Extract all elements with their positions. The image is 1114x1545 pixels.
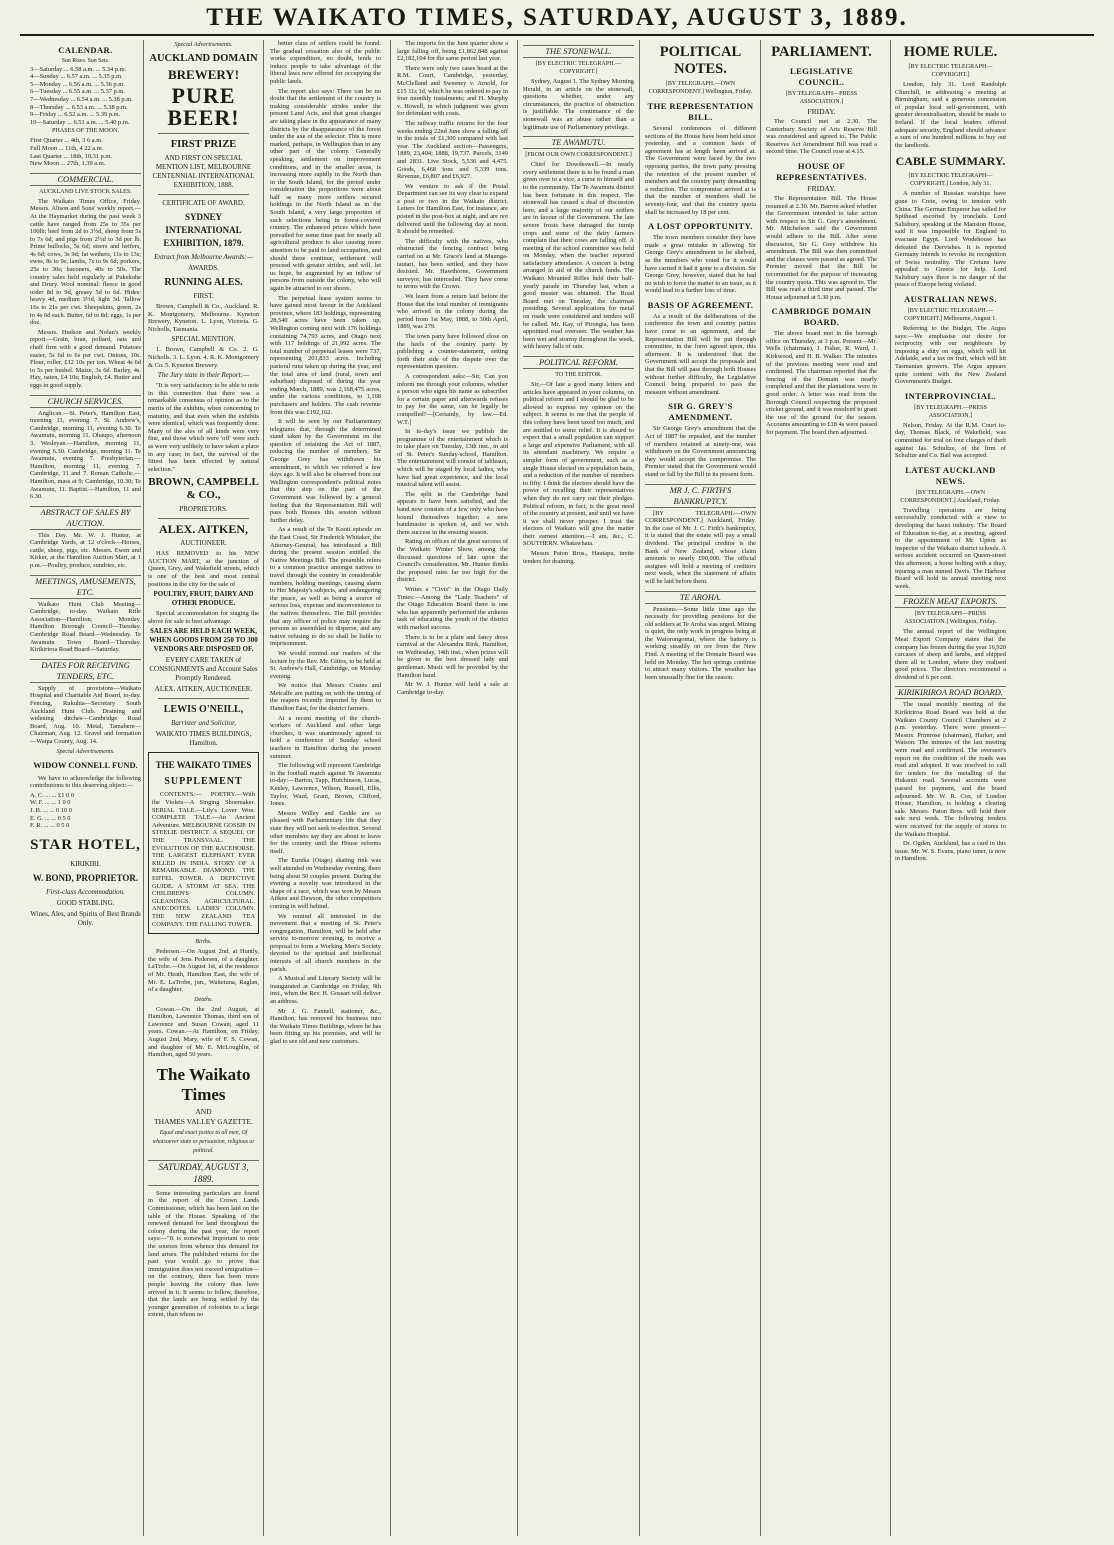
auckland-news-heading: LATEST AUCKLAND NEWS. bbox=[905, 464, 996, 486]
fund-row: F. R. ... ... 0 5 0 bbox=[30, 822, 70, 830]
day-heading: FRIDAY. bbox=[807, 183, 836, 193]
special-ads-heading: Special Advertisements. bbox=[56, 748, 115, 755]
cable-summary-subheading: [BY ELECTRIC TELEGRAPH—COPYRIGHT.] London, July 31. bbox=[908, 173, 993, 188]
interprovincial-text: Nelson, Friday. At the R.M. Court to-day, Thomas Black, of Wakefield, was committed for trial on four charges of theft against Jas. Schultze, of the firm of Schultze and Co. Bail was accepted. bbox=[895, 421, 1006, 460]
paton-notice: Messrs Paton Bros., Hautapu, invite tenders for draining. bbox=[523, 550, 634, 565]
political-notes-heading: POLITICAL NOTES. bbox=[659, 44, 742, 77]
te-awamutu-text: Chief for Dowdeswell.—In nearly every settlement there is to be found a man given over to a vice, a curse to himself and to the community. The Te Awamutu district has been fortunate in this respect. The stonewall has caused a deal of discussion here, and a large majority of our settlers are in favour of the Government. The late severe frosts have damaged the turnip crops and some of the dairy farmers complain that their cows are falling off. A meeting of the school committee was held on Monday, when the teacher reported satisfactory attendance. A concert is being arranged in aid of the church funds. The Waikato Mounted Rifles held their half-yearly parade on Thursday last, when a good muster was obtained. The Road Board met on Tuesday, the chairman presiding. Several applications for metal on roads were considered and tenders will be called. Mr. Kay, of Pirongia, has been appointed road overseer. The weather has been wet and stormy throughout the week, with heavy falls of rain. bbox=[523, 161, 634, 351]
pure-beer-title: PURE BEER! bbox=[167, 83, 240, 130]
widow-fund-text: We have to acknowledge the following contributions to this deserving object:— bbox=[30, 774, 141, 790]
political-reform-heading: POLITICAL REFORM. bbox=[523, 356, 634, 369]
parliament-heading: PARLIAMENT. bbox=[771, 44, 872, 60]
home-rule-heading: HOME RULE. bbox=[903, 44, 998, 60]
special-ads-heading: Special Advertisements. bbox=[174, 42, 233, 48]
auction-heading: ABSTRACT OF SALES BY AUCTION. bbox=[30, 506, 141, 530]
frozen-meat-subheading: [BY TELEGRAPH—PRESS ASSOCIATION.] Wellington, Friday. bbox=[904, 611, 997, 626]
column-divider bbox=[639, 40, 640, 1536]
calendar-row: 5—Monday ... 6.56 a.m. ... 5.36 p.m. bbox=[30, 80, 125, 88]
column-divider bbox=[760, 40, 761, 1536]
masthead-title: THE WAIKATO TIMES, SATURDAY, AUGUST 3, 1889. bbox=[206, 4, 908, 31]
column-6 bbox=[645, 40, 756, 1540]
divider bbox=[158, 518, 249, 519]
domain-brewery-line: AUCKLAND DOMAIN bbox=[149, 53, 258, 64]
calendar-row: 3—Saturday ... 6.58 a.m. ... 5.34 p.m. bbox=[30, 65, 127, 73]
frozen-meat-text: The annual report of the Wellington Meat Export Company states that the company has frozen during the year 16,920 carcases of sheep and lambs, and shipped them all to London, where they realised good prices. The directors recommend a dividend of 6 per cent. bbox=[895, 628, 1006, 681]
moon-row: First Quarter ... 4th, 3 6 a.m. bbox=[30, 137, 103, 145]
star-hotel-accommodation: First-class Accommodation. bbox=[46, 887, 125, 896]
jury-text: "It is very satisfactory to be able to note in this connection that there was a remarkable consensus of opinion as to the merits of the exhibits, when concerning to maturity, and that even when the exhibits were identical, which was frequently done. Many of the ales of all kinds were very fine, and those which were 'off' were such as were very unlikely to have taken a place in any case; in fact, the survival of the fittest has been effected by natural selection." bbox=[148, 382, 259, 473]
calendar-heading: CALENDAR. bbox=[58, 45, 113, 55]
aitken-text: HAS REMOVED to his NEW AUCTION MART, at the junction of Queen, Grey, and Wakefield streets, which is one of the best and most central positions in the city for the sale of bbox=[148, 550, 259, 588]
article-paragraph: At a recent meeting of the church-workers of Auckland and other large churches, it was unanimously agreed to hold a conference of Sunday school teachers in Hamilton during the present summer. bbox=[270, 714, 381, 760]
representation-bill-heading: THE REPRESENTATION BILL. bbox=[647, 101, 754, 122]
moon-row: Full Moon ... 11th, 4 22 a.m. bbox=[30, 144, 104, 152]
tenders-heading: DATES FOR RECEIVING TENDERS, ETC. bbox=[30, 659, 141, 683]
column-divider bbox=[263, 40, 264, 1536]
home-rule-subheading: [BY ELECTRIC TELEGRAPH—COPYRIGHT.] bbox=[908, 64, 993, 78]
sales-line: SALES ARE HELD EACH WEEK, WHEN GOODS FROM 250 TO 300 VENDORS ARE DISPOSED OF. bbox=[149, 627, 258, 654]
supplement-contents: CONTENTS:— POETRY.—With the Violets—A Singing Shoemaker. SERIAL TALE.—Lily's Lover Won. COMPLETE TALE.—An Ancient Adventure. MELBOURNE GOSSIP. IN STEELIE DISTRICT. A SEQUEL OF THE TRANSVAAL. THE EVOLUTION OF THE RACEHORSE. THE LARGEST ELEPHANT EVER KILLED IN INDIA. STORY OF A REMARKABLE DIAMOND. THE EIFFEL TOWER. A DEFECTIVE GUIDE. A STORM AT SEA. THE CHILDREN'S COLUMN. GLEANINGS. AGRICULTURAL. ANECDOTES. LADIES' COLUMN. THE NEW ZEALAND TEA COMPANY. THE FALLING TOWER. bbox=[152, 791, 255, 928]
aitken-name: ALEX. AITKEN, bbox=[158, 522, 249, 537]
notices-text: Dr. Ogden, Auckland, has a card in this issue. Mr. W. S. Evans, piano tuner, is now in Hamilton. bbox=[895, 840, 1006, 863]
oneill-role: Barrister and Solicitor, bbox=[171, 719, 236, 728]
auckland-news-subheading: [BY TELEGRAPH.—OWN CORRESPONDENT.] Auckland, Friday. bbox=[900, 489, 1001, 504]
poultry-line: POULTRY, FRUIT, DAIRY AND OTHER PRODUCE. bbox=[153, 590, 254, 608]
fund-row: A. C. ... ... £1 0 0 bbox=[30, 791, 75, 799]
award-melbourne: AND FIRST ON SPECIAL MENTION LIST, MELBOURNE CENTENNIAL INTERNATIONAL EXHIBITION, 1888. bbox=[152, 154, 255, 189]
care-line: EVERY CARE TAKEN of CONSIGNMENTS and Account Sales Promptly Rendered. bbox=[149, 656, 258, 683]
article-paragraph: The following will represent Cambridge in the football match against Te Awamutu to-day:—Barton, Tapp, Hutchinson, Lucas, Keeley, Lawrence, Wilson, Russell, Ellis, Taylor, Ward, Grant, Brown, Clifford, Jones. bbox=[270, 762, 381, 808]
firth-bankruptcy-heading: MR J. C. FIRTH'S BANKRUPTCY. bbox=[645, 484, 756, 508]
column-3 bbox=[270, 40, 381, 1540]
column-divider bbox=[390, 40, 391, 1536]
article-paragraph: Mr W. J. Hunter will hold a sale at Cambridge to-day. bbox=[397, 681, 508, 696]
fund-row: J. B. ... ... 0 10 0 bbox=[30, 806, 72, 814]
paper-motto: Equal and exact justice to all men, Of whatsoever state or persuasion, religious or political. bbox=[152, 1129, 255, 1154]
article-paragraph: We venture to ask if the Postal Department can see its way clear to expand a post or two in the Waikato district. Letters for Hamilton East, for instance, are posted in the post-box at night, and are not delivered until the following day at noon. It should be remedied. bbox=[397, 182, 508, 236]
accommodation-text: Special accommodation for staging the above for sale to best advantage. bbox=[148, 610, 259, 625]
article-paragraph: As a result of the Te Kooti episode on the East Coast, Sir Frederick Whitaker, the Attorney-General, has introduced a Bill during the present session entitled the Native Meetings Bill. The preamble refers to a common practice amongst natives to travel through the country in considerable numbers, holding meetings, causing alarm to Her Majesty's subjects, and endangering the peace, as well as being a source of serious loss, expense and inconvenience to the natives themselves. The Bill provides that any officer of police may require the persons so assembled to disperse, and any native refusing to do so shall be liable to imprisonment. bbox=[270, 526, 381, 648]
divider bbox=[158, 133, 249, 134]
births-text: Pedersen.—On August 2nd, at Huntly, the wife of Jens Pedersen, of a daughter. LaTrobe.—On August 1st, at the residence of Mr. Heath, Hamilton East, the wife of Mr. E. LaTrobe, jun., Waitetuna, Raglan, of a daughter. bbox=[148, 948, 259, 994]
commercial-heading: COMMERCIAL. bbox=[30, 173, 141, 186]
star-hotel-proprietor: W. BOND, PROPRIETOR. bbox=[32, 872, 139, 883]
home-rule-text: London, July 31. Lord Randolph Churchill, in addressing a meeting at Birmingham, said a generous concession of popular local self-government, with greater decentralisation, should be made to Ireland. If the local leaders offered adequate security, England should advance a sum of one hundred millions to buy out the landlords. bbox=[895, 81, 1006, 149]
brewer-name: BROWN, CAMPBELL & CO., bbox=[148, 476, 259, 502]
brewery-title: BREWERY! bbox=[167, 67, 240, 82]
article-paragraph: It will be seen by our Parliamentary telegrams that, through the determined stand taken by the Government on the question of retaining the Act of 1887, reducing the number of members, Sir George Grey has withdrawn his amendment, to which we referred a few days ago. It will also be observed from our Wellington correspondent's political notes that this step on the part of the Government was followed by a general feeling that the Representation Bill will pass both Houses this session without further delay. bbox=[270, 418, 381, 524]
kirikiriroa-text: The usual monthly meeting of the Kirikiriroa Road Board was held at the Waikato County Council Chambers at 2 p.m. yesterday. There were present—Messrs. Primrose (chairman), Harker, and Watson. The minutes of the last meeting were read and confirmed. The overseer's report on the condition of the roads was read and adopted. It was resolved to call for tenders for the metalling of the Hukanui road. Several accounts were passed for payment, and the board adjourned. Mr. W. R. Cox, of London House, Hamilton, is holding a clearing sale. Messrs. Paton Bros. will hold their sale next week. The following tenders were received for the supply of stores to the Waikato Hospital. bbox=[895, 701, 1006, 838]
church-heading: CHURCH SERVICES. bbox=[30, 395, 141, 408]
article-paragraph: The railway traffic returns for the four weeks ending 22nd June show a falling off in the totals of £1,300 compared with last year. The Auckland section—Passengers, 1889, 23,404; 1888, 19,737. Parcels, 3149 and 2831. Live Stock, 5,536 and 4,475. Goods, 6,468 tons and 5,339 tons. Revenue, £6,807 and £6,927. bbox=[397, 119, 508, 181]
interprovincial-subheading: [BY TELEGRAPH.—PRESS ASSOCIATION.] bbox=[914, 404, 987, 419]
award-sydney: SYDNEY INTERNATIONAL EXHIBITION, 1879. bbox=[163, 212, 244, 248]
article-paragraph: We notice that Messrs Coates and Metcalfe are putting on with the timing of the reapers recently imported by them to Hamilton East, for the district farmers. bbox=[270, 682, 381, 713]
article-paragraph: The split in the Cambridge band appears to have been satisfied, and the band now consists of a few only who have bound themselves together; a new bandmaster is spoken of, and we wish them success in the ensuing season. bbox=[397, 490, 508, 536]
calendar-columns: Sun Rises. Sun Sets. bbox=[61, 58, 110, 64]
article-paragraph: We learn from a return laid before the House that the total number of immigrants who arrived in the colony during the period from 1st May, 1888, to 30th April, 1889, was 279. bbox=[397, 293, 508, 331]
issue-date: SATURDAY, AUGUST 3, 1889. bbox=[148, 1160, 259, 1186]
calendar-list bbox=[30, 66, 141, 127]
calendar-row: 6—Tuesday ... 6.55 a.m. ... 5.37 p.m. bbox=[30, 88, 125, 96]
meetings-heading: MEETINGS, AMUSEMENTS, ETC. bbox=[30, 575, 141, 599]
fund-row: W. F. ... ... 1 0 0 bbox=[30, 799, 71, 807]
day-heading: FRIDAY. bbox=[807, 107, 836, 116]
meetings-text: Waikato Hunt Club Meeting—Cambridge, to-day. Waikato Rifle Association—Hamilton, Monday. Hamilton Borough Council—Tuesday. Cambridge Road Board—Wednesday. Te Awamutu Town Board—Thursday. Kirikiriroa Road Board—Saturday. bbox=[30, 600, 141, 654]
jury-heading: The Jury state in their Report:— bbox=[157, 371, 250, 380]
supplement-box bbox=[148, 752, 259, 934]
column-divider bbox=[890, 40, 891, 1536]
fund-row: E. G. ... ... 0 5 0 bbox=[30, 814, 71, 822]
oneill-name: LEWIS O'NEILL, bbox=[163, 704, 244, 716]
article-paragraph: The perpetual lease system seems to have gained most favour in the Auckland province, where 183 holdings, representing 28,540 acres have been taken up, Wellington coming next with 176 holdings containing 74,793 acres, and Otago next with 117 holdings of 21,992 acres. The total number of perpetual leases were 737, representing 201,833 acres. Including pastoral runs taken up during the year, and the total area of land (rural, town and suburban) disposed of during the year ending March, 1889, was 2,168,475 acres, under the various conditions, to 1,168 purchasers and holders. The cash revenue from this was £192,162. bbox=[270, 294, 381, 416]
calendar-row: 9—Friday ... 6.52 a.m. ... 5.39 p.m. bbox=[30, 111, 121, 119]
political-reform-subheading: TO THE EDITOR. bbox=[555, 372, 602, 378]
column-8 bbox=[895, 40, 1095, 1540]
legislative-council-heading: LEGISLATIVE COUNCIL. bbox=[790, 66, 853, 87]
basis-agreement-text: As a result of the deliberations of the conference the town and country parties have come to an agreement, and the Representation Bill will be put through committee, in the form agreed upon, this afternoon. It is understood that the Government will accept the proposals and that the Bill will pass through both Houses without further difficulty, the Legislative Council being prepared to pass the measure without amendment. bbox=[645, 312, 756, 396]
cable-summary-text: A number of Russian warships have gone to Crete, owing to tension with China. The German Emperor has sailed for Spithead escorted by ironclads. Lord Salisbury, speaking at the Mansion House, said it was impossible for England to evacuate Egypt. Lord Wodehouse has defeated the Dervishes. It is reported Germany intends to revoke its recognition of Swiss neutrality. The Cretans have appealed to Greece for help. Lord Salisbury says there is no danger of the peace of Europe being violated. bbox=[895, 190, 1006, 289]
births-heading: Births. bbox=[195, 939, 212, 946]
kirikiriroa-heading: KIRIKIRIROA ROAD BOARD. bbox=[895, 686, 1006, 699]
column-7 bbox=[766, 40, 877, 1540]
widow-fund-title: WIDOW CONNELL FUND. bbox=[33, 759, 138, 770]
paper-subtitle: THAMES VALLEY GAZETTE. bbox=[154, 1116, 253, 1126]
deaths-text: Cowan.—On the 2nd August, at Hamilton, Lawrence Thomas, third son of Lawrence and Susan Cowan; aged 11 years. Cowan.—At Hamilton, on Friday, August 2nd, Mary, wife of F. S. Cowan, and daughter of Mr. E. McLoughlin, of Hamilton, aged 50 years. bbox=[148, 1005, 259, 1059]
divider bbox=[158, 698, 249, 699]
calendar-row: 10—Saturday ... 6.51 a.m. ... 5.40 p.m. bbox=[30, 118, 130, 126]
paper-title: The Waikato Times bbox=[156, 1064, 251, 1104]
article-paragraph: The report also says: There can be no doubt that the settlement of the country is making considerable strides under the present Land Acts, and that great changes are taking place in the appearance of many districts by the disappearance of the forest under the axe of the selector. This is more marked, perhaps, in Wellington than in any other part of the colony. Generally speaking, settlement on improvement conditions, and in the smaller areas, is increasing more rapidly in the North than in the South Island, for the period under consideration the proportions were about half as many more settlers secured holdings in the North Island as in the South Island, a very large proportion of such selections being in forest-covered country. The enhanced prices which have prevailed for some time past for nearly all agricultural produce is also causing more attention to be paid to land occupation, and should these continue, settlement will proceed with greater strides, and will, let us hope, be augmented by an inflow of persons from outside the colony, who will again be attracted to our shores. bbox=[270, 87, 381, 292]
te-awamutu-heading: TE AWAMUTU. bbox=[523, 136, 634, 149]
commercial-text-2: Messrs. Hudson and Nolan's weekly report.—Grain, bran, pollard, oats and chaff firm with a good demand. Potatoes easier, 5s 6d to 6s per cwt. Onions, 10s. Flour, roller, £12 10s per ton. Wheat 4s 6d to 5s per bushel. Maize, 3s 6d. Barley, 4s. Hay, oaten, £4 10s; English, £4. Butter and eggs in good supply. bbox=[30, 328, 141, 389]
commercial-subheading: AUCKLAND LIVE STOCK SALES. bbox=[39, 188, 132, 195]
article-paragraph: The difficulty with the natives, who obstructed the fencing contract being carried on at Mr. Grace's land at Maunga-tautari, has been settled, and they have desisted. Mr. Hawthorne, Government surveyor, has interceded. They have come to terms with the Crown. bbox=[397, 237, 508, 291]
frozen-meat-heading: FROZEN MEAT EXPORTS. bbox=[895, 595, 1006, 608]
first-heading: FIRST. bbox=[193, 292, 214, 300]
moon-heading: PHASES OF THE MOON. bbox=[52, 128, 119, 135]
article-paragraph: Messrs Willey and Gedde are so pleased with Parliamentary life that they state they will not seek re-election. Several other members say they are about to leave for the country until the House reforms itself. bbox=[270, 809, 381, 855]
auckland-news-text: Travelling operations are being successfully conducted with a view to developing the kauri industry. The Board of Education to-day, at a meeting, agreed to the appointment of Mr. Upton as inspector of the Waikato district schools. A serious accident occurred on Queen-street this afternoon, a horse bolting with a dray, injuring a man named Davis. The Harbour Board will hold its annual meeting next week. bbox=[895, 506, 1006, 590]
article-paragraph: The Eureka (Otago) skating rink was well attended on Wednesday evening, there being about 50 couples present. During the evening a novelty was introduced in the shape of a race, which was won by Messrs Aitken and Dawson, the other competitors coming in well behind. bbox=[270, 857, 381, 910]
column-divider bbox=[143, 40, 144, 1536]
certificate-heading: CERTIFICATE OF AWARD. bbox=[162, 199, 245, 207]
council-text: The Council met at 2.30. The Canterbury Society of Arts Reserve Bill was considered and agreed to. The Public Reserves Act Amendment Bill was read a second time. The Council rose at 4.15. bbox=[766, 118, 877, 156]
firth-bankruptcy-text: [BY TELEGRAPH.—OWN CORRESPONDENT.] Auckland, Friday. In the case of Mr. J. C. Firth's bankruptcy, it is stated that the estate will pay a small dividend. The principal creditor is the Bank of New Zealand, whose claim amounts to nearly £90,000. The official assignee will hold a meeting of creditors next week, when the statement of affairs will be laid before them. bbox=[645, 509, 756, 585]
lost-opportunity-text: The town members consider they have made a great mistake in allowing Sir George Grey's amendment to be shelved, as the members who voted for it would have carried it had it gone to a division. Sir George Grey, however, stated that he had no wish to force the matter to an issue, as it would lead to a further loss of time. bbox=[645, 234, 756, 295]
first-prize: FIRST PRIZE bbox=[170, 139, 237, 150]
calendar-row: 7—Wednesday ... 6.54 a.m. ... 5.38 p.m. bbox=[30, 95, 133, 103]
aitken-signoff: ALEX. AITKEN, AUCTIONEER. bbox=[154, 685, 253, 694]
article-paragraph: Rating on offices of the great success of the Waikato Winter Show, among the discussed questions of late upon the Council's consideration. Mr. Hunter thinks the proposed rates far too high for the district. bbox=[397, 538, 508, 584]
moon-row: New Moon ... 27th, 1.39 a.m. bbox=[30, 160, 106, 168]
article-paragraph: The town party have followed close on the heels of the country party by publishing a counter-statement, setting forth their side of the dispute over the representation question. bbox=[397, 332, 508, 371]
political-reform-text: Sir,—Of late a good many letters and articles have appeared in your columns, on political reform and I should be glad to be allowed to express my opinion on the subject. It seems to me that the people of this colony have been taxed too much, and are entitled to some relief. It is absurd to expect that a small population can support a large and expensive Parliament, with all its attendant machinery. We require a simpler form of government, such as a single House elected on a population basis, and a reduction of the number of members to fifty. I think the electors should have the power of recalling their representatives when they do not carry out their pledges. Political reform, in fact, is the great need of the country at present, and until we have it we shall never prosper. I trust the electors of Waikato will give the matter their earnest attention.—I am, &c., C. SOUTHERN. Whatawhata. bbox=[523, 381, 634, 548]
deaths-heading: Deaths. bbox=[194, 996, 213, 1003]
cambridge-domain-heading: CAMBRIDGE DOMAIN BOARD. bbox=[771, 306, 872, 328]
church-text: Anglican.—St. Peter's, Hamilton East, morning 11, evening 7. St. Andrew's, Cambridge, morning 11, evening 6.30. Te Awamutu, morning 11. Ohaupo, afternoon 3. Wesleyan.—Hamilton, morning 11, evening 6.30. Cambridge, morning 11. Te Awamutu, evening 7. Presbyterian.—Hamilton, morning 11, evening 7. Cambridge, 11 and 7. Roman Catholic.—Hamilton, mass at 9; Cambridge, 10.30; Te Awamutu, 11. Baptist.—Hamilton, 11 and 6.30. bbox=[30, 409, 141, 501]
special-mention-list: 1. Brown, Campbell & Co. 2. G. Nicholls. 3. L. Lyon. 4. R. K. Montgomery & Co. 5. Kyneton Brewery. bbox=[148, 346, 259, 369]
article-paragraph: We remind all interested in the movement that a meeting of St. Peter's congregation, Hamilton, will be held after service to-morrow evening, to receive a proposal to form a Working Men's Society devoted to the spiritual and intellectual interests of all church members in the parish. bbox=[270, 912, 381, 973]
article-paragraph: A Musical and Literary Society will be inaugurated at Cambridge on Friday, 9th inst., when the Rev. H. Gossart will deliver an address. bbox=[270, 975, 381, 1006]
house-text: The Representation Bill. The House resumed at 2.30. Mr. Barron asked whether the Government intended to take action with respect to Sir G. Grey's amendment. Mr. Mitchelson said the Government would adhere to the Bill. After some discussion, Sir G. Grey withdrew his amendment. The Bill was then committed and the clauses were passed as agreed. The Premier moved that the Bill be recommitted for the purpose of increasing the country quota. This was agreed to. The Bill was read a third time and passed. The House adjourned at 5.30 p.m. bbox=[766, 194, 877, 301]
grey-amendment-text: Sir George Grey's amendment that the Act of 1887 be repealed, and the number of members retained at ninety-one, was withdrawn on the Government announcing they would accept the compromise. The Premier stated that the Government would stand or fall by the Bill in its present form. bbox=[645, 425, 756, 478]
column-4 bbox=[397, 40, 508, 1540]
awards-heading: AWARDS. bbox=[188, 264, 219, 272]
star-hotel-title: STAR HOTEL, bbox=[30, 836, 141, 853]
star-hotel-place: KIRIKIRI. bbox=[70, 859, 101, 868]
calendar-row: 8—Thursday ... 6.53 a.m. ... 5.38 p.m. bbox=[30, 103, 128, 111]
supplement-subtitle: SUPPLEMENT bbox=[164, 776, 243, 788]
running-ales: RUNNING ALES. bbox=[164, 277, 243, 288]
masthead-rule bbox=[20, 34, 1094, 36]
te-aroha-heading: TE AROHA. bbox=[645, 591, 756, 604]
grey-amendment-heading: SIR G. GREY'S AMENDMENT. bbox=[668, 401, 733, 423]
column-5 bbox=[523, 40, 634, 1540]
column-2 bbox=[148, 40, 259, 1540]
te-aroha-text: Pensions.—Some little time ago the necessity for providing pensions for the old soldiers at Te Aroha was urged. Mining is quiet, the only work in progress being at the Waiorongomai, where the battery is working steadily on ore from the New Find. A meeting of the Domain Board was held on Monday. The hot springs continue to attract many visitors. The weather has been unusually fine for the season. bbox=[645, 605, 756, 681]
representation-bill-text: Several conferences of different sections of the House have been held since yesterday, and a common basis of agreement has at length been arrived at. The Government were faced by the two opposing parties, the town party pressing the retention of the present number of members and the country party demanding a reduction. The compromise arrived at is that the number of members shall be seventy-four, and that the country quota shall be increased by 18 per cent. bbox=[645, 125, 756, 216]
legislative-council-subheading: [BY TELEGRAPH—PRESS ASSOCIATION.] bbox=[785, 91, 858, 105]
article-paragraph: We would remind our readers of the lecture by the Rev. Mr. Gittos, to be held at St. Andrew's Hall, Cambridge, on Monday evening. bbox=[270, 649, 381, 680]
first-list: Brown, Campbell & Co., Auckland. R. K. Montgomery, Melbourne. Kyneton Brewery, Kyneton. L. Lyon, Victoria. G. Nicholls, Tasmania. bbox=[148, 303, 259, 333]
cambridge-domain-text: The above board met in the borough office on Thursday, at 3 p.m. Present—Mr. Wells (chairman), J. Fisher, R. Ward, J. Kirkwood, and H. B. Walker. The minutes of the previous meeting were read and confirmed. The chairman reported that the fencing of the Domain was nearly completed and that the plantations were in good order. A letter was read from the Borough Council respecting the proposed cricket ground, and it was resolved to grant the use of the ground for the season. Accounts amounting to £18 4s were passed for payment. The board then adjourned. bbox=[766, 330, 877, 436]
commercial-text: The Waikato Times Office, Friday. Messrs. Alison and Sons' weekly report.—At the Haymarket during the past week 3 cattle have ranged from 25s to 35s per 100lb; beef from 2d to 3½d, sheep from 5s to 7s 6d, and pigs from 2½d to 3d per lb. Prime bullocks, 5s 6d; steers and heifers, 4s 6d; cows, 3s 9d; fat wethers, 11s to 13s; ewes, 8s to 9s; lambs, 7s to 9s 6d; porkers, 25s to 30s; baconers, 40s to 50s. The country sales held regularly at Pukekohe and Drury. Wool nominal: fleece in good order 8d to 9d, greasy 5d to 6d. Hides: heavy 4d, medium 3½d, light 3d. Tallow 16s to 21s per cwt. Sheepskins, green, 2s to 4s 6d each. Butter, 6d to 8d; eggs, 1s per doz. bbox=[30, 197, 141, 327]
extract-line: Extract from Melbourne Awards:— bbox=[154, 253, 253, 261]
article-paragraph: Writes a "Civis" in the Otago Daily Times:—Among the "Lady Teachers" of the Otago Education Board there is one who has apparently performed the arduous task of educating the youth of the district with marked success. bbox=[397, 585, 508, 631]
star-hotel-wines: Wines, Ales, and Spirits of Best Brands Only. bbox=[30, 909, 141, 927]
column-1 bbox=[30, 40, 141, 1540]
star-hotel-stabling: GOOD STABLING. bbox=[56, 898, 115, 907]
auction-text: This Day. Mr. W. J. Hunter, at Cambridge Yards, at 12 o'clock—Horses, cattle, sheep, pigs, etc. Messrs. Ewen and Kirker, at the Hamilton Auction Mart, at 1 p.m.—Poultry, produce, sundries, etc. bbox=[30, 531, 141, 570]
article-paragraph: There were only two cases heard at the R.M. Court, Cambridge, yesterday, McClelland and Sweeney v. Arnold, for £15 11s 1d, which he was ordered to pay in four monthly instalments; and H. Murphy v. Howell, in which judgment was given for defendant with costs. bbox=[397, 64, 508, 118]
australian-news-subheading: [BY ELECTRIC TELEGRAPH.—COPYRIGHT.] Melbourne, August 1. bbox=[904, 308, 997, 323]
stonewall-subheading: [BY ELECTRIC TELEGRAPH.—COPYRIGHT.] bbox=[535, 61, 622, 75]
australian-news-heading: AUSTRALIAN NEWS. bbox=[904, 294, 997, 305]
stonewall-text: Sydney, August 1. The Sydney Morning Herald, in an article on the stonewall, questions whether, under any circumstances, the practice of obstruction is justifiable. The continuance of the stonewall was an abuse rather than a legitimate use of Parliamentary privilege. bbox=[523, 78, 634, 131]
oneill-address: WAIKATO TIMES BUILDINGS, Hamilton. bbox=[155, 730, 252, 748]
aitken-role: AUCTIONEER. bbox=[180, 539, 227, 548]
basis-agreement-heading: BASIS OF AGREEMENT. bbox=[647, 299, 754, 310]
lost-opportunity-heading: A LOST OPPORTUNITY. bbox=[648, 221, 753, 232]
house-heading: HOUSE OF REPRESENTATIVES. bbox=[776, 160, 867, 182]
column-divider bbox=[517, 40, 518, 1536]
brewer-role: PROPRIETORS. bbox=[179, 505, 228, 514]
moon-row: Last Quarter ... 18th, 10.31 p.m. bbox=[30, 152, 112, 160]
te-awamutu-subheading: [FROM OUR OWN CORRESPONDENT.] bbox=[525, 152, 632, 159]
article-paragraph: There is to be a plain and fancy dress carnival at the Alexandra Rink, Hamilton, on Wednesday, 14th inst., when prizes will be given to the best dressed lady and gentleman. Music will be provided by the Hamilton band. bbox=[397, 633, 508, 679]
supplement-title: THE WAIKATO TIMES bbox=[155, 760, 252, 771]
stonewall-heading: THE STONEWALL. bbox=[523, 45, 634, 58]
calendar-row: 4—Sunday ... 6.57 a.m. ... 5.35 p.m. bbox=[30, 73, 123, 81]
article-paragraph: A correspondent asks:—Sir, Can you inform me through your columns, whether a person who signs his name as subscriber for a certain paper and afterwards refuses to pay for the same, can he legally be compelled?—[Certainly, by law.—Ed. W.T.] bbox=[397, 372, 508, 426]
political-notes-subheading: [BY TELEGRAPH.—OWN CORRESPONDENT.] Wellington, Friday. bbox=[648, 81, 753, 95]
interprovincial-heading: INTERPROVINCIAL. bbox=[904, 390, 997, 401]
divider bbox=[158, 194, 249, 195]
article-paragraph: The imports for the June quarter show a large falling off, being £1,862,848 against £2,182,104 for the same period last year. bbox=[397, 40, 508, 63]
australian-news-text: Referring to the Budget, The Argus says:—We emphasise our desire for reciprocity with our neighbours by imposing a duty on eggs, which will hit Adelaide, and a tax on fruit, which will hit Tasmanian growers. The Argus appears quite content with the New Zealand Government's Budget. bbox=[895, 325, 1006, 386]
leader-text: Some interesting particulars are found in the report of the Crown Lands Commissioner, which has been laid on the table of the House. Speaking of the renewed demand for land throughout the colony during the past year, the report says:—"It is somewhat important to note the sources from whence this demand for land arises. The published returns for the past year would go to prove that immigration does not exceed emigration—on the contrary, there has been more people leaving the colony than have arrived in it. It seems to follow, therefore, that the lands are being settled by the younger generation of colonists to a large extent, than whom no bbox=[148, 1189, 259, 1319]
cable-summary-heading: CABLE SUMMARY. bbox=[895, 154, 1006, 169]
article-paragraph: In to-day's issue we publish the programme of the entertainment which is to take place on Tuesday, 13th inst., in aid of St. Peter's Sunday-school, Hamilton. The entertainment will consist of tableaux, which will be staged by local ladies, who have had great experience, and the local musical talent will assist. bbox=[397, 428, 508, 489]
article-paragraph: better class of settlers could be found. The gradual cessation also of the public works expenditure, no doubt, tends to induce people to take advantage of the liberal laws now offered for occupying the public lands. bbox=[270, 40, 381, 85]
paper-and: AND bbox=[195, 1106, 212, 1116]
column-8-inner bbox=[895, 44, 1006, 863]
tenders-text: Supply of provisions—Waikato Hospital and Charitable Aid Board, to-day. Fencing, Rukuhia—Secretary South Auckland Hunt Club. Draining and widening ditches—Cambridge Road Board, Aug. 10. Metal, Tamahere—Chairman, Aug. 12. Gravel and formation—Waipa County, Aug. 14. bbox=[30, 684, 141, 745]
special-mention-heading: SPECIAL MENTION. bbox=[171, 335, 236, 344]
article-paragraph: Mr J. G. Fannell, stationer, &c., Hamilton, has removed his business into the Waikato Times Buildings, where he has been fitting up his premises, and will be glad to see old and new customers. bbox=[270, 1007, 381, 1045]
